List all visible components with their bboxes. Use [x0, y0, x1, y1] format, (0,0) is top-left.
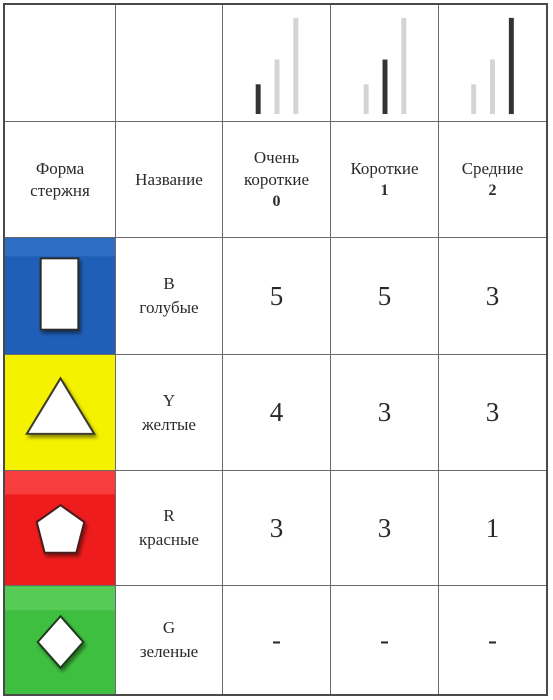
bar-tall: [293, 18, 298, 114]
header-name: [116, 122, 223, 238]
color-code-red: R: [163, 506, 175, 525]
value-cell: [223, 586, 331, 694]
value-blue-medium: 3: [485, 280, 500, 311]
header-short-label: Короткие: [350, 158, 419, 178]
value-cell: [223, 238, 331, 355]
value-cell: [223, 355, 331, 471]
bar-mid: [383, 60, 388, 114]
header-medium: [439, 122, 546, 238]
pentagon-icon: [5, 471, 115, 586]
length-bars-short-icon: [331, 5, 438, 121]
value-cell: [331, 586, 439, 694]
name-cell-green: [116, 586, 223, 694]
header-very-short-label: Очень короткие: [243, 147, 309, 189]
header-short-code: 1: [380, 181, 389, 199]
value-red-medium: 1: [485, 512, 500, 543]
value-cell: [331, 238, 439, 355]
empty-corner-cell: [5, 5, 116, 122]
shape-cell-blue: [5, 238, 116, 355]
bar-short: [364, 84, 369, 114]
triangle-icon: [5, 355, 115, 471]
bar-mid: [275, 60, 280, 114]
name-cell-blue: [116, 238, 223, 355]
bar-icon-cell-2: [439, 5, 546, 122]
value-yellow-short: 3: [377, 397, 392, 427]
rod-table: [3, 3, 548, 696]
header-medium-code: 2: [488, 181, 497, 199]
header-very-short-code: 0: [272, 192, 281, 210]
value-green-short: -: [380, 624, 389, 655]
empty-header-cell: [116, 5, 223, 122]
rectangle-icon: [5, 238, 115, 354]
value-cell: [439, 471, 546, 586]
length-bars-very-short-icon: [223, 5, 330, 121]
value-green-very-short: -: [272, 624, 281, 655]
value-blue-short: 5: [377, 280, 392, 311]
header-very-short: [223, 122, 331, 238]
value-cell: [439, 586, 546, 694]
bar-tall: [401, 18, 406, 114]
value-red-short: 3: [377, 512, 392, 543]
bar-short: [471, 84, 476, 114]
header-shape-label: Форма стержня: [30, 158, 90, 200]
value-red-very-short: 3: [269, 512, 284, 543]
value-cell: [223, 471, 331, 586]
value-blue-very-short: 5: [269, 280, 284, 311]
bar-short: [256, 84, 261, 114]
bar-icon-cell-1: [331, 5, 439, 122]
value-cell: [331, 355, 439, 471]
shape-cell-yellow: [5, 355, 116, 471]
value-yellow-medium: 3: [485, 397, 500, 427]
color-name-red: красные: [139, 530, 199, 549]
color-name-blue: голубые: [139, 298, 199, 317]
color-name-green: зеленые: [139, 642, 199, 661]
bar-tall: [509, 18, 514, 114]
bar-icon-cell-0: [223, 5, 331, 122]
name-cell-red: [116, 471, 223, 586]
header-medium-label: Средние: [461, 158, 524, 178]
shape-cell-red: [5, 471, 116, 586]
color-name-yellow: желтые: [142, 414, 196, 434]
value-cell: [439, 238, 546, 355]
value-cell: [331, 471, 439, 586]
bar-mid: [490, 60, 495, 115]
header-name-label: Название: [135, 169, 203, 189]
value-green-medium: -: [488, 624, 497, 655]
name-cell-yellow: [116, 355, 223, 471]
diamond-icon: [5, 586, 115, 694]
length-bars-medium-icon: [439, 5, 546, 121]
header-shape: [5, 122, 116, 238]
color-code-green: G: [162, 618, 176, 637]
header-short: [331, 122, 439, 238]
color-code-blue: B: [163, 274, 175, 293]
shape-cell-green: [5, 586, 116, 694]
color-code-yellow: Y: [162, 390, 176, 410]
value-yellow-very-short: 4: [269, 397, 284, 427]
value-cell: [439, 355, 546, 471]
